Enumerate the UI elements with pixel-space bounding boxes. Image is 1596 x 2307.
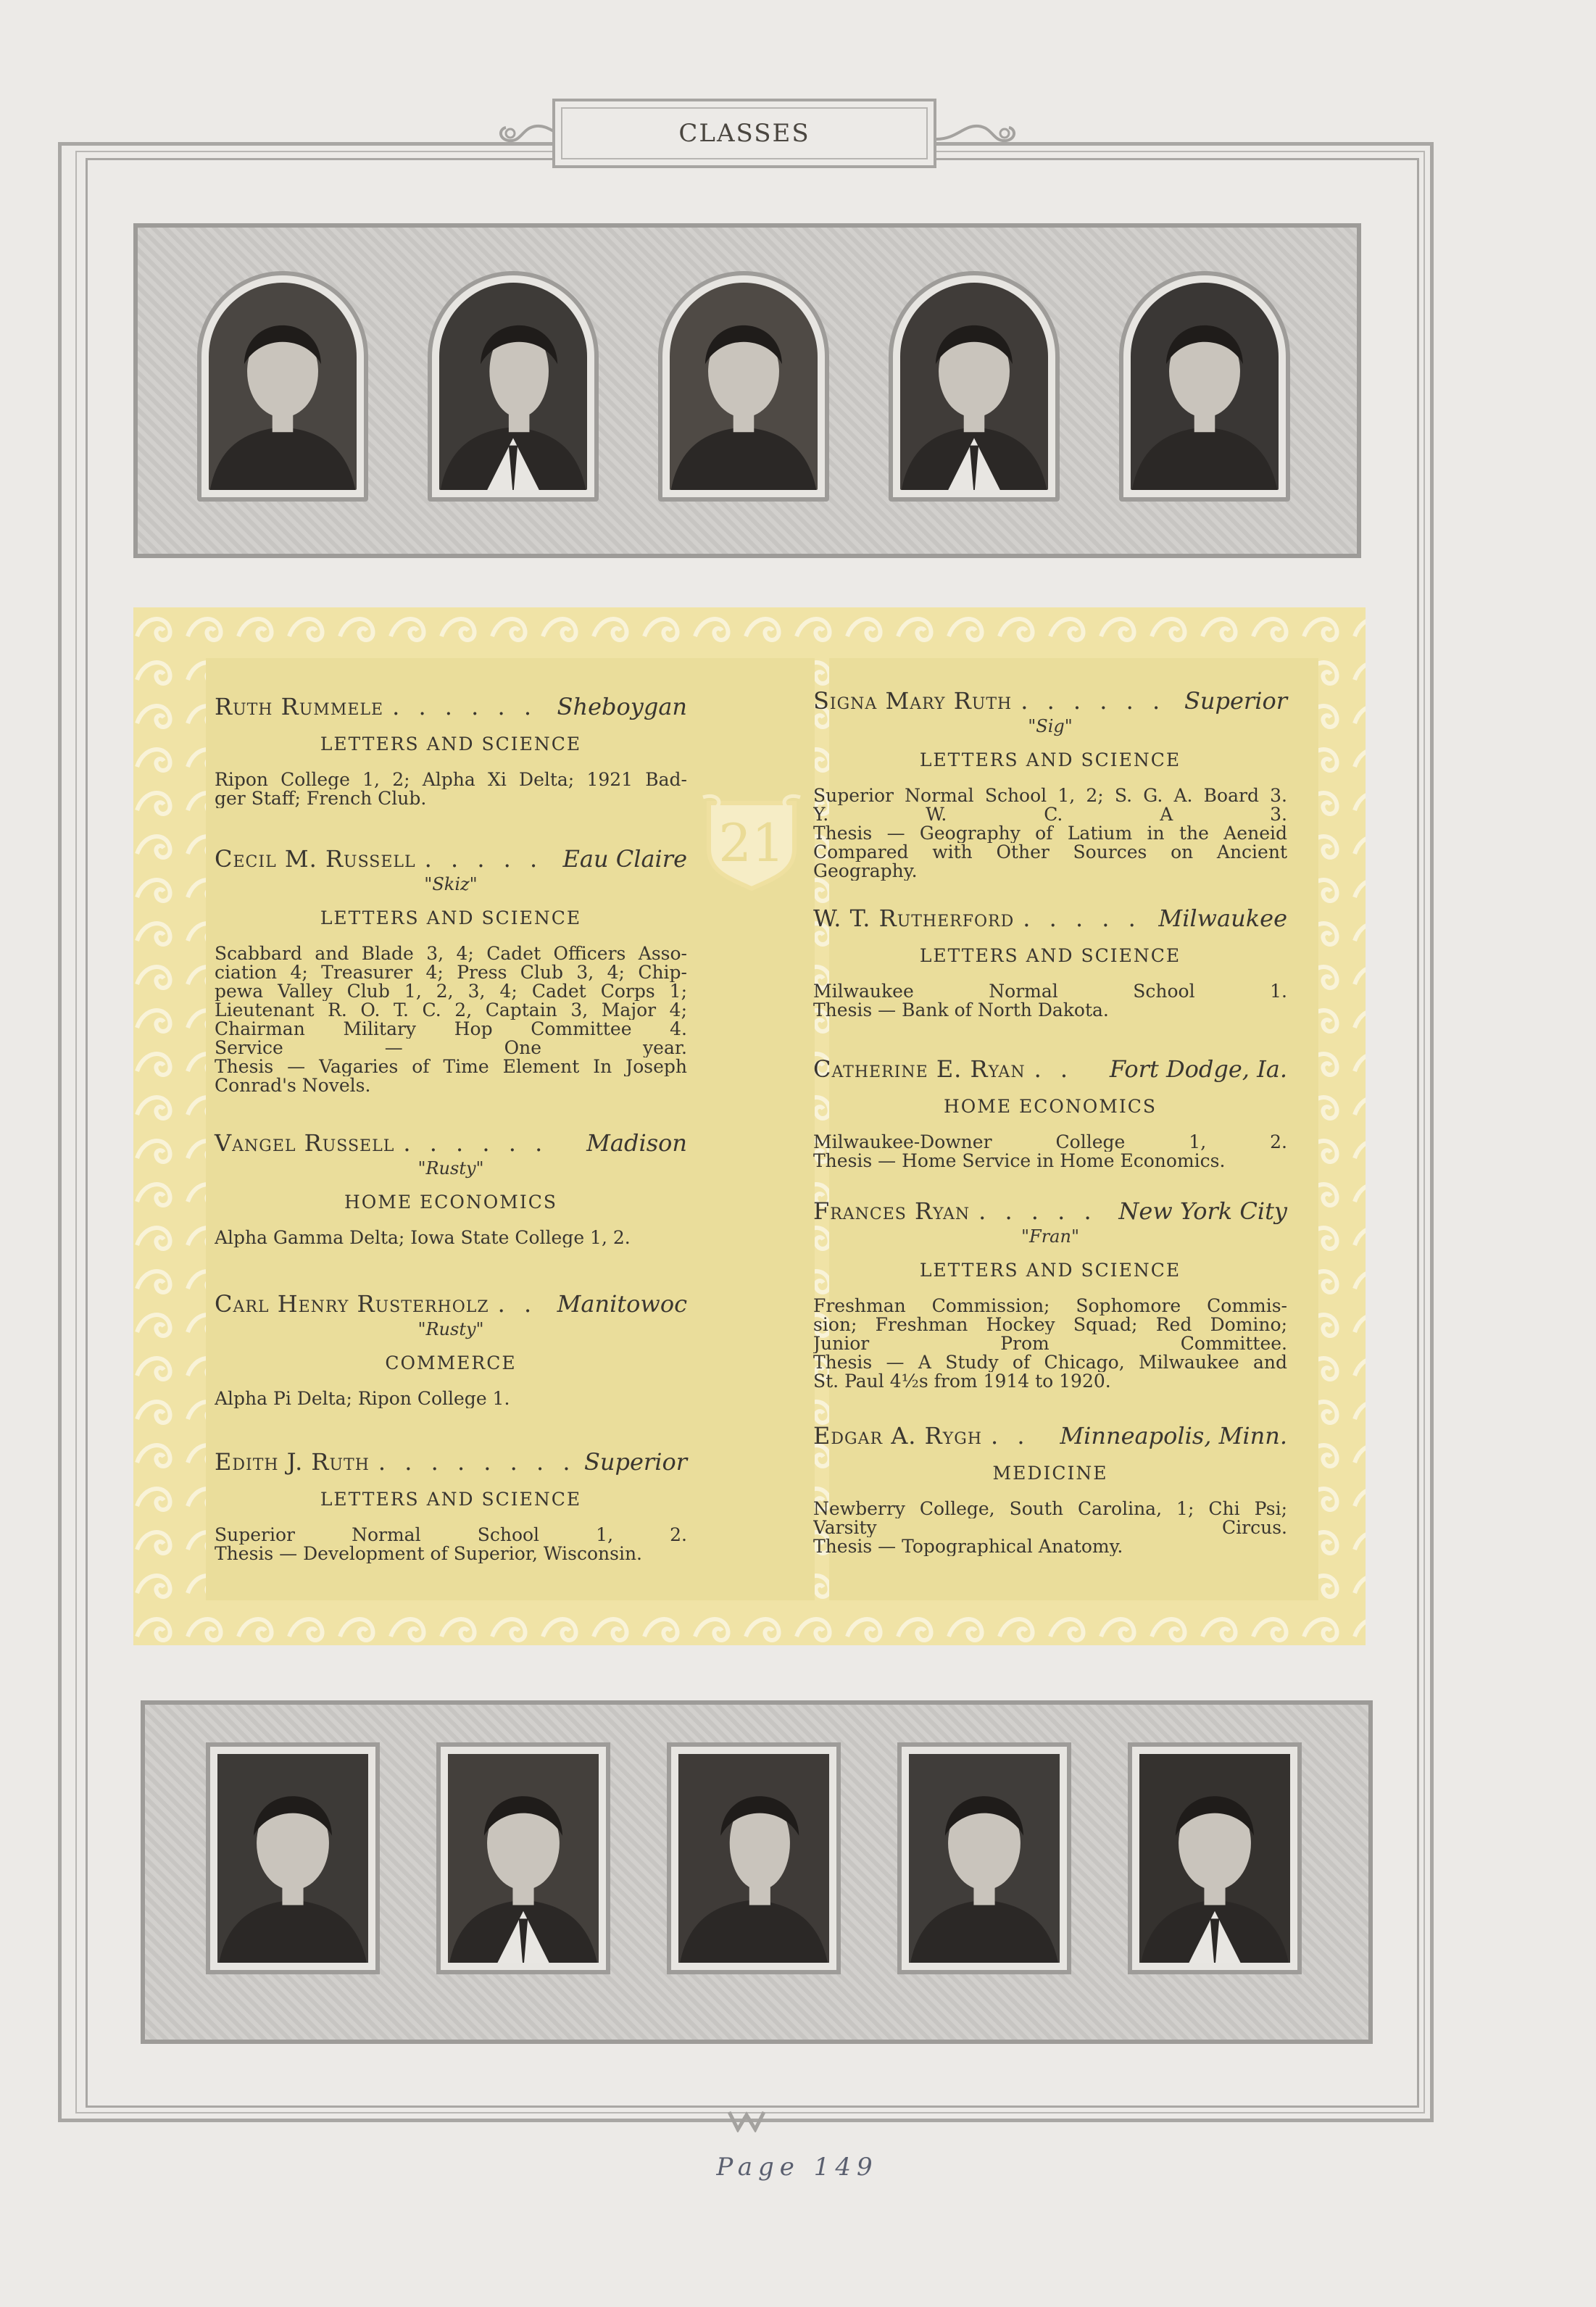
- woman-portrait-4: [217, 1754, 368, 1963]
- activities-list: [813, 1500, 1287, 1556]
- activities-list: [813, 1297, 1287, 1391]
- detail-line: Service — One year.: [215, 1039, 687, 1057]
- detail-line: Superior Normal School 1, 2; S. G. A. Board 3.: [813, 786, 1287, 805]
- portrait-photo: [667, 1742, 841, 1974]
- hometown: Madison: [586, 1129, 687, 1157]
- activities-list: [813, 786, 1287, 881]
- man-portrait-1: [900, 283, 1048, 490]
- biography-entry: [215, 1448, 687, 1563]
- w-monogram-ornament: [726, 2108, 767, 2132]
- department: LETTERS AND SCIENCE: [919, 945, 1181, 966]
- detail-line: Thesis — Development of Superior, Wisconsin.: [215, 1545, 643, 1563]
- hometown: Superior: [583, 1448, 687, 1476]
- hometown: Superior: [1184, 687, 1287, 715]
- activities-list: [215, 1229, 687, 1247]
- department: LETTERS AND SCIENCE: [919, 1260, 1181, 1281]
- biography-entry: [813, 905, 1287, 1020]
- detail-line: Thesis — Vagaries of Time Element In Joseph: [215, 1057, 687, 1076]
- detail-line: Conrad's Novels.: [215, 1076, 371, 1095]
- portrait-photo: [206, 1742, 380, 1974]
- detail-line: Thesis — Bank of North Dakota.: [813, 1001, 1109, 1020]
- student-name: Ruth Rummele: [215, 693, 384, 720]
- man-profile-portrait: [439, 283, 587, 490]
- detail-line: Newberry College, South Carolina, 1; Chi Psi;: [813, 1500, 1287, 1518]
- portrait-photo: [1119, 271, 1290, 502]
- portrait-photo: [436, 1742, 610, 1974]
- detail-line: sion; Freshman Hockey Squad; Red Domino;: [813, 1315, 1287, 1334]
- biography-entry: [813, 1197, 1287, 1391]
- department: LETTERS AND SCIENCE: [320, 1489, 582, 1510]
- detail-line: Geography.: [813, 862, 918, 881]
- header-scroll-right-ornament: [935, 110, 1022, 154]
- woman-portrait-2: [670, 283, 818, 490]
- student-name: Cecil M. Russell: [215, 845, 416, 873]
- detail-line: Compared with Other Sources on Ancient: [813, 843, 1287, 862]
- biography-entry: [215, 1290, 687, 1408]
- leader-dots: . . . . . .: [392, 693, 537, 720]
- woman-portrait-3: [1131, 283, 1279, 490]
- entry-heading: [813, 905, 1287, 932]
- woman-portrait-1: [209, 283, 357, 490]
- nickname: "Rusty": [417, 1319, 484, 1339]
- detail-line: Alpha Pi Delta; Ripon College 1.: [215, 1389, 510, 1408]
- detail-line: ciation 4; Treasurer 4; Press Club 3, 4; Chip-: [215, 963, 687, 982]
- entry-heading: [813, 1197, 1287, 1225]
- biography-entry: [215, 845, 687, 1095]
- detail-line: Milwaukee Normal School 1.: [813, 982, 1287, 1001]
- entry-heading: [813, 1422, 1287, 1450]
- activities-list: [215, 770, 687, 808]
- detail-line: Chairman Military Hop Committee 4.: [215, 1020, 687, 1039]
- entry-heading: [215, 1290, 687, 1318]
- portrait-photo: [897, 1742, 1071, 1974]
- portrait-photo: [1128, 1742, 1302, 1974]
- woman-profile-portrait: [678, 1754, 829, 1963]
- activities-list: [215, 1389, 687, 1408]
- portrait-photo: [197, 271, 368, 502]
- nickname: "Fran": [1021, 1226, 1079, 1247]
- entry-heading: [215, 693, 687, 720]
- top-portrait-band: [133, 223, 1361, 558]
- hometown: Sheboygan: [557, 693, 687, 720]
- entry-heading: [813, 687, 1287, 715]
- student-name: Frances Ryan: [813, 1197, 971, 1225]
- department: LETTERS AND SCIENCE: [320, 733, 582, 755]
- department: COMMERCE: [385, 1352, 517, 1373]
- biography-entry: [813, 687, 1287, 881]
- page-title: CLASSES: [678, 119, 810, 148]
- man-portrait-3: [1139, 1754, 1290, 1963]
- leader-dots: . .: [497, 1290, 538, 1318]
- hometown: Milwaukee: [1158, 905, 1287, 932]
- biography-entry: [215, 693, 687, 808]
- activities-list: [215, 944, 687, 1095]
- detail-line: Alpha Gamma Delta; Iowa State College 1, 2.: [215, 1229, 631, 1247]
- detail-line: Junior Prom Committee.: [813, 1334, 1287, 1353]
- header-plate: [552, 99, 936, 168]
- leader-dots: . . . . .: [424, 845, 544, 873]
- hometown: New York City: [1118, 1197, 1287, 1225]
- student-name: Catherine E. Ryan: [813, 1055, 1026, 1083]
- detail-line: Varsity Circus.: [813, 1518, 1287, 1537]
- page-number: Page 149: [716, 2153, 878, 2182]
- portrait-photo: [428, 271, 599, 502]
- detail-line: Ripon College 1, 2; Alpha Xi Delta; 1921 Bad-: [215, 770, 687, 789]
- department: MEDICINE: [992, 1463, 1108, 1484]
- detail-line: Scabbard and Blade 3, 4; Cadet Officers Asso-: [215, 944, 687, 963]
- detail-line: Thesis — Geography of Latium in the Aeneid: [813, 824, 1287, 843]
- portrait-photo: [658, 271, 829, 502]
- student-name: Signa Mary Ruth: [813, 687, 1013, 715]
- entry-heading: [215, 1129, 687, 1157]
- leader-dots: . . . . . .: [403, 1129, 549, 1157]
- department: LETTERS AND SCIENCE: [320, 907, 582, 928]
- detail-line: Y. W. C. A 3.: [813, 805, 1287, 824]
- department: LETTERS AND SCIENCE: [919, 749, 1181, 770]
- nickname: "Rusty": [417, 1158, 484, 1179]
- leader-dots: . .: [1034, 1055, 1074, 1083]
- student-name: Edgar A. Rygh: [813, 1422, 983, 1450]
- woman-portrait-5: [909, 1754, 1060, 1963]
- detail-line: Freshman Commission; Sophomore Commis-: [813, 1297, 1287, 1315]
- activities-list: [813, 982, 1287, 1020]
- detail-line: St. Paul 4½s from 1914 to 1920.: [813, 1372, 1111, 1391]
- activities-list: [813, 1133, 1287, 1171]
- detail-line: Milwaukee-Downer College 1, 2.: [813, 1133, 1287, 1152]
- hometown: Eau Claire: [562, 845, 687, 873]
- student-name: Edith J. Ruth: [215, 1448, 370, 1476]
- detail-line: pewa Valley Club 1, 2, 3, 4; Cadet Corps 1;: [215, 982, 687, 1001]
- student-name: W. T. Rutherford: [813, 905, 1015, 932]
- student-name: Carl Henry Rusterholz: [215, 1290, 489, 1318]
- portrait-photo: [889, 271, 1060, 502]
- activities-list: [215, 1526, 687, 1563]
- emblem-number: 21: [718, 812, 785, 873]
- entry-heading: [813, 1055, 1287, 1083]
- leader-dots: . . . . .: [978, 1197, 1097, 1225]
- man-portrait-2: [448, 1754, 599, 1963]
- entry-heading: [215, 1448, 687, 1476]
- leader-dots: . . . . . .: [1021, 687, 1166, 715]
- class-of-21-emblem: [702, 793, 802, 891]
- biography-entry: [813, 1055, 1287, 1171]
- student-name: Vangel Russell: [215, 1129, 395, 1157]
- nickname: "Skiz": [424, 874, 478, 894]
- biography-entry: [215, 1129, 687, 1247]
- biography-entry: [813, 1422, 1287, 1556]
- detail-line: Lieutenant R. O. T. C. 2, Captain 3, Major 4;: [215, 1001, 687, 1020]
- leader-dots: . .: [991, 1422, 1031, 1450]
- hometown: Minneapolis, Minn.: [1060, 1422, 1287, 1450]
- detail-line: Superior Normal School 1, 2.: [215, 1526, 687, 1545]
- leader-dots: . . . . .: [1023, 905, 1142, 932]
- department: HOME ECONOMICS: [344, 1192, 558, 1213]
- hometown: Manitowoc: [557, 1290, 687, 1318]
- leader-dots: . . . . . . . .: [378, 1448, 576, 1476]
- detail-line: Thesis — Topographical Anatomy.: [813, 1537, 1123, 1556]
- hometown: Fort Dodge, Ia.: [1109, 1055, 1287, 1083]
- detail-line: Thesis — Home Service in Home Economics.: [813, 1152, 1226, 1171]
- bottom-portrait-band: [141, 1700, 1373, 2044]
- nickname: "Sig": [1028, 716, 1073, 736]
- department: HOME ECONOMICS: [943, 1096, 1157, 1117]
- entry-heading: [215, 845, 687, 873]
- detail-line: ger Staff; French Club.: [215, 789, 427, 808]
- detail-line: Thesis — A Study of Chicago, Milwaukee and: [813, 1353, 1287, 1372]
